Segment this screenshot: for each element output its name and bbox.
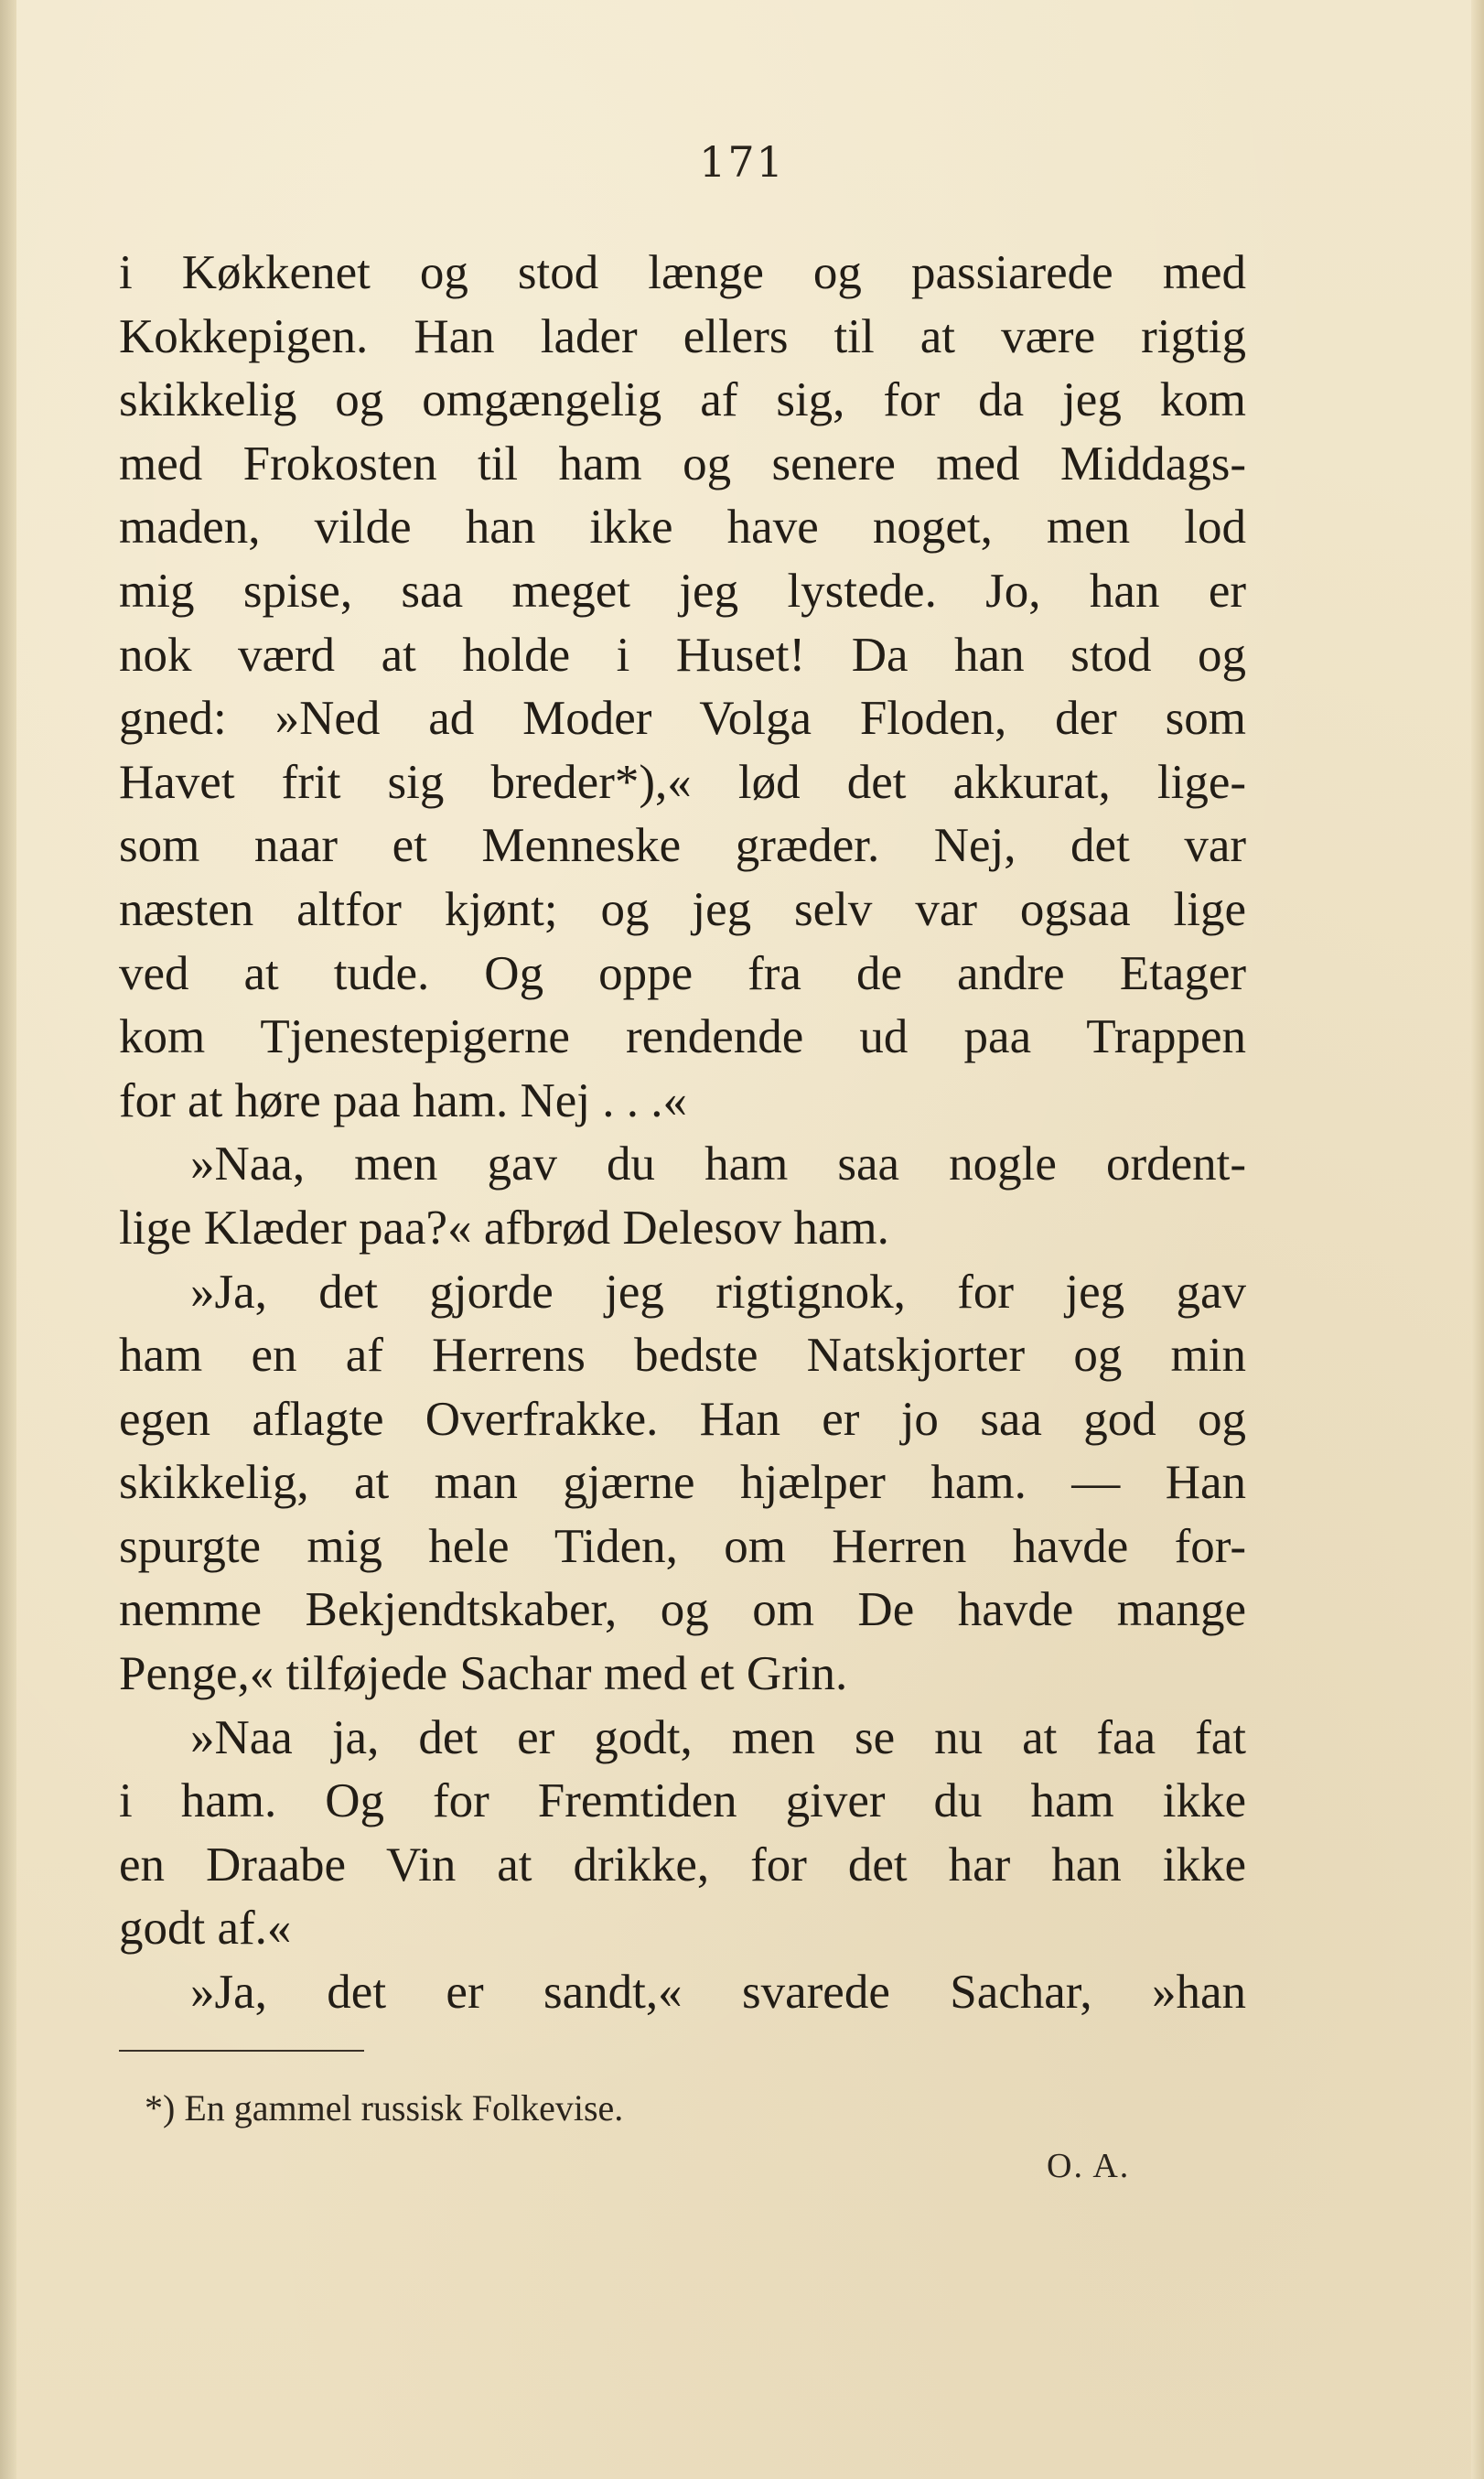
text-line: Havet frit sig breder*),« lød det akkurat, lige-	[119, 755, 1246, 809]
text-line: Penge,« tilføjede Sachar med et Grin.	[119, 1647, 848, 1701]
text-line: i Køkkenet og stod længe og passiarede med	[119, 246, 1246, 299]
text-line: kom Tjenestepigerne rendende ud paa Trappen	[119, 1010, 1246, 1064]
text-line: næsten altfor kjønt; og jeg selv var ogsaa lige	[119, 882, 1246, 936]
text-line: med Frokosten til ham og senere med Middags-	[119, 437, 1246, 490]
text-line: »Naa, men gav du ham saa nogle ordent-	[190, 1137, 1246, 1191]
body-text	[119, 242, 1246, 2025]
text-line: godt af.«	[119, 1902, 292, 1956]
text-line: som naar et Menneske græder. Nej, det var	[119, 819, 1246, 873]
text-line: »Ja, det er sandt,« svarede Sachar, »han	[190, 1966, 1246, 2020]
text-line: Kokkepigen. Han lader ellers til at være rigtig	[119, 309, 1246, 363]
text-line: nok værd at holde i Huset! Da han stod og	[119, 628, 1246, 682]
text-line: »Ja, det gjorde jeg rigtignok, for jeg gav	[190, 1265, 1246, 1319]
text-line: for at høre paa ham. Nej . . .«	[119, 1073, 688, 1127]
text-line: egen aflagte Overfrakke. Han er jo saa god og	[119, 1392, 1246, 1446]
text-line: gned: »Ned ad Moder Volga Floden, der som	[119, 692, 1246, 746]
text-line: »Naa ja, det er godt, men se nu at faa fat	[190, 1710, 1246, 1764]
page-edge-right	[1471, 0, 1484, 2479]
text-line: en Draabe Vin at drikke, for det har han ikke	[119, 1838, 1246, 1892]
text-line: nemme Bekjendtskaber, og om De havde mange	[119, 1583, 1246, 1637]
text-line: ved at tude. Og oppe fra de andre Etager	[119, 946, 1246, 1000]
text-line: skikkelig, at man gjærne hjælper ham. — Han	[119, 1456, 1246, 1510]
page-edge-left	[0, 0, 16, 2479]
text-line: i ham. Og for Fremtiden giver du ham ikke	[119, 1774, 1246, 1828]
footnote: *) En gammel russisk Folkevise.	[145, 2087, 624, 2129]
text-line: mig spise, saa meget jeg lystede. Jo, han er	[119, 564, 1246, 618]
footnote-signature: O. A.	[1047, 2147, 1131, 2185]
text-line: lige Klæder paa?« afbrød Delesov ham.	[119, 1201, 889, 1255]
text-line: spurgte mig hele Tiden, om Herren havde for-	[119, 1519, 1246, 1573]
page-number: 171	[699, 137, 785, 187]
footnote-rule	[119, 2050, 364, 2052]
text-line: maden, vilde han ikke have noget, men lod	[119, 501, 1246, 555]
text-line: ham en af Herrens bedste Natskjorter og min	[119, 1329, 1246, 1383]
text-line: skikkelig og omgængelig af sig, for da jeg kom	[119, 373, 1246, 427]
